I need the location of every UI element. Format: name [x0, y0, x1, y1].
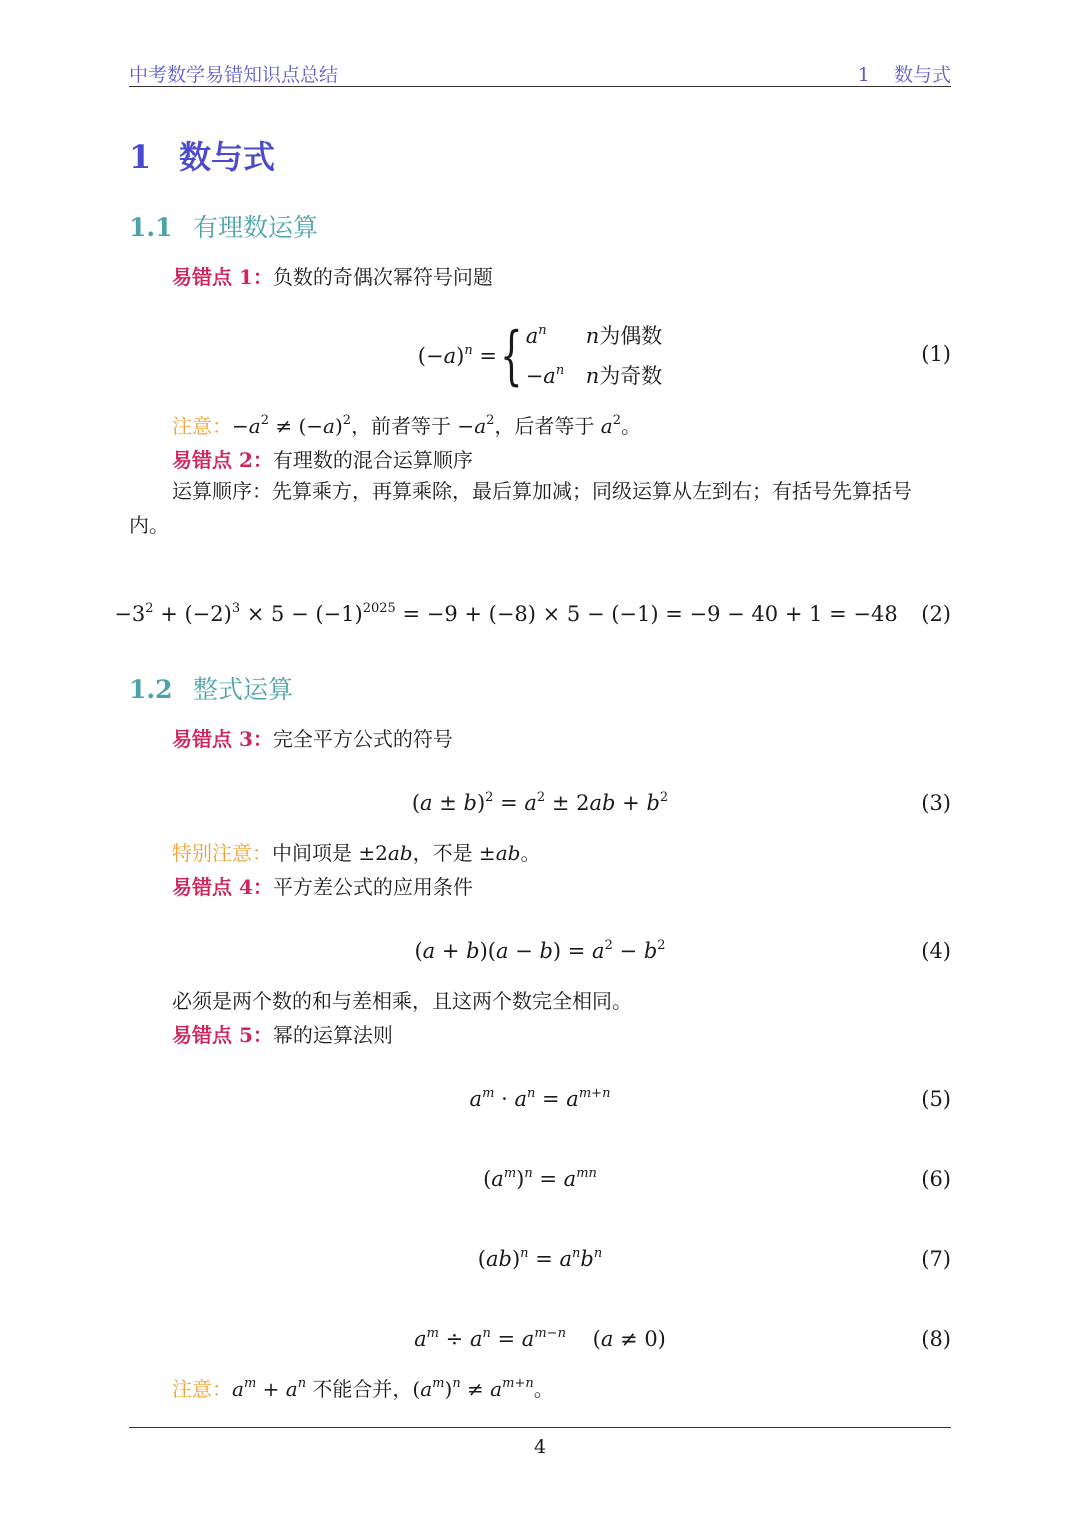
error-point-2: 易错点 2：有理数的混合运算顺序 [172, 448, 473, 472]
error-point-3: 易错点 3：完全平方公式的符号 [172, 727, 453, 751]
page-number: 4 [533, 1436, 547, 1458]
equation-1: $(-a)^n$ ={ $a^n$ n为偶数 $-a^n$ n为奇数 (1) [417, 319, 951, 393]
note-3: 注意：$a^m + a^n$ 不能合并，$(a^m)^n \ne a^{m+n}$。 [172, 1376, 554, 1401]
footer-rule [129, 1427, 951, 1428]
order-paragraph: 运算顺序：先算乘方，再算乘除，最后算加减；同级运算从左到右；有括号先算括号内。 [129, 479, 912, 537]
error-point-5: 易错点 5：幂的运算法则 [172, 1023, 393, 1047]
running-header-section: 1 数与式 [857, 64, 951, 86]
running-header-title: 中考数学易错知识点总结 [129, 64, 339, 86]
note-2: 特别注意：中间项是 ±2ab，不是 ±ab。 [172, 841, 541, 865]
section-heading: 1 数与式 [129, 138, 276, 176]
error-point-4: 易错点 4：平方差公式的应用条件 [172, 875, 473, 899]
header-rule [129, 86, 951, 87]
diff-squares-note: 必须是两个数的和与差相乘，且这两个数完全相同。 [172, 989, 632, 1013]
subsection-heading-1-2: 1.2 整式运算 [129, 675, 294, 704]
note-1: 注意：$-a^2 \ne (-a)^2$，前者等于 $-a^2$，后者等于 $a^2$。 [172, 413, 641, 438]
error-point-1: 易错点 1：负数的奇偶次幂符号问题 [172, 265, 493, 289]
subsection-heading-1-1: 1.1 有理数运算 [129, 213, 319, 242]
